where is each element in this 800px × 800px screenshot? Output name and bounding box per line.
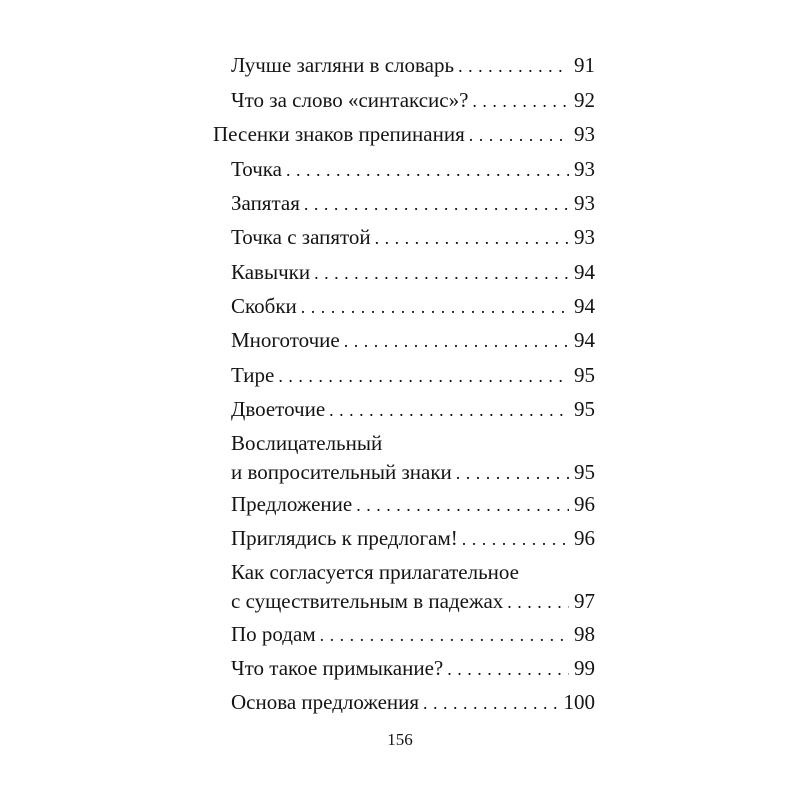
toc-entry-page: 95 — [574, 460, 595, 484]
toc-entry-title: Тире — [231, 363, 275, 387]
dot-leader — [320, 617, 569, 652]
toc-entry — [231, 521, 595, 555]
toc-entry — [231, 83, 595, 117]
toc-entry-page: 95 — [574, 363, 595, 387]
toc-entry-page: 92 — [574, 88, 595, 112]
toc-entry — [231, 186, 595, 220]
toc-entry-page: 96 — [574, 526, 595, 550]
toc-entry — [231, 392, 595, 426]
toc-entry-title: Запятая — [231, 191, 300, 215]
toc-entry — [231, 323, 595, 357]
toc-entry — [231, 152, 595, 186]
dot-leader — [314, 255, 569, 290]
toc-entry — [231, 48, 595, 82]
toc-entry-page: 94 — [574, 294, 595, 318]
toc-entry — [231, 584, 595, 618]
dot-leader — [304, 186, 569, 221]
toc-entry — [231, 651, 595, 685]
toc-entry-page: 95 — [574, 397, 595, 421]
toc-section-heading — [213, 117, 595, 151]
dot-leader — [375, 220, 569, 255]
dot-leader — [469, 117, 569, 152]
dot-leader — [344, 323, 569, 358]
toc-entry-title: Точка — [231, 157, 282, 181]
toc-entry-title-first-line: Как согласуется прилагательное — [231, 560, 519, 584]
toc-entry-title: Предложение — [231, 492, 353, 516]
dot-leader — [301, 289, 569, 324]
toc-entry-title: Точка с запятой — [231, 225, 371, 249]
toc-entry-page: 93 — [574, 225, 595, 249]
toc-entry-title: Что за слово «синтаксис»? — [231, 88, 469, 112]
toc-entry-page: 97 — [574, 589, 595, 613]
dot-leader — [472, 83, 569, 118]
toc-entry — [231, 358, 595, 392]
toc-entry-title: Песенки знаков препинания — [213, 122, 465, 146]
dot-leader — [447, 651, 569, 686]
page-number: 156 — [387, 730, 413, 749]
toc-entry-title: Многоточие — [231, 328, 340, 352]
toc-entry-title: и вопросительный знаки — [231, 460, 452, 484]
toc-entry-title: Лучше загляни в словарь — [231, 53, 455, 77]
toc-entry-page: 94 — [574, 328, 595, 352]
toc-entry — [231, 455, 595, 489]
toc-entry-page: 99 — [574, 656, 595, 680]
toc-entry — [231, 685, 595, 719]
toc-entry-page: 93 — [574, 157, 595, 181]
toc-entry-title: Основа предложения — [231, 690, 420, 714]
toc-entry — [231, 255, 595, 289]
toc-entry-page: 93 — [574, 191, 595, 215]
toc-entry-title: Что такое примыкание? — [231, 656, 444, 680]
toc-entry — [231, 487, 595, 521]
toc-entry-title: Скобки — [231, 294, 297, 318]
toc-entry-title: Кавычки — [231, 260, 311, 284]
toc-entry — [231, 220, 595, 254]
dot-leader — [286, 152, 569, 187]
dot-leader — [278, 358, 569, 393]
dot-leader — [507, 584, 569, 619]
dot-leader — [458, 48, 569, 83]
toc-entry-page: 91 — [574, 53, 595, 77]
dot-leader — [456, 455, 569, 490]
toc-entry-title: с существительным в падежах — [231, 589, 504, 613]
toc-entry — [231, 617, 595, 651]
toc-entry-title: Двоеточие — [231, 397, 326, 421]
toc-entry-page: 96 — [574, 492, 595, 516]
toc-entry — [231, 289, 595, 323]
dot-leader — [329, 392, 569, 427]
dot-leader — [356, 487, 569, 522]
toc-entry-page: 94 — [574, 260, 595, 284]
toc-entry-title-first-line: Вослицательный — [231, 431, 383, 455]
toc-entry-page: 93 — [574, 122, 595, 146]
toc-entry-page: 100 — [563, 690, 595, 714]
dot-leader — [423, 685, 558, 720]
toc-entry-page: 98 — [574, 622, 595, 646]
toc-entry-title: Приглядись к предлогам! — [231, 526, 458, 550]
dot-leader — [462, 521, 569, 556]
toc-entry-title: По родам — [231, 622, 316, 646]
